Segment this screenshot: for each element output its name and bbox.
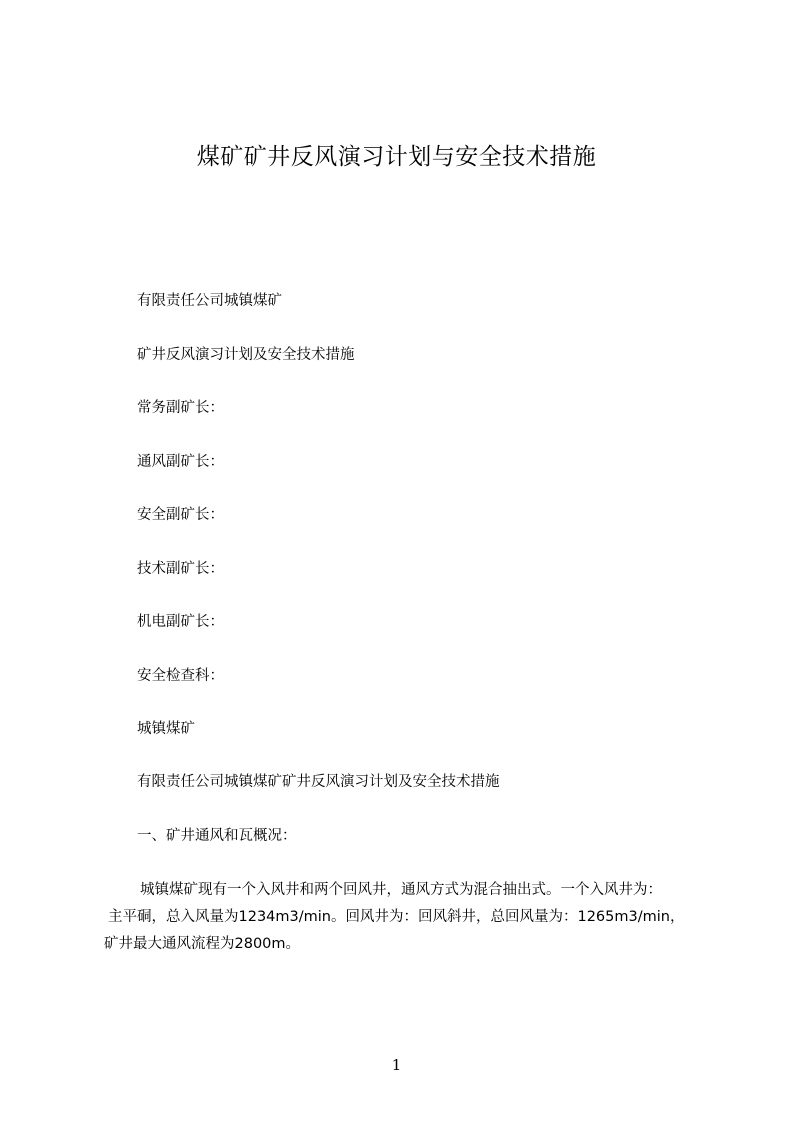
mine-name-line: 城镇煤矿 bbox=[137, 721, 195, 737]
company-name-line: 有限责任公司城镇煤矿 bbox=[137, 293, 282, 309]
document-title: 煤矿矿井反风演习计划与安全技术措施 bbox=[196, 144, 597, 170]
electromechanical-deputy-director-line: 机电副矿长： bbox=[137, 614, 224, 630]
full-plan-title-line: 有限责任公司城镇煤矿矿井反风演习计划及安全技术措施 bbox=[137, 774, 500, 790]
ventilation-deputy-director-line: 通风副矿长： bbox=[137, 454, 224, 470]
safety-deputy-director-line: 安全副矿长： bbox=[137, 507, 224, 523]
executive-deputy-director-line: 常务副矿长： bbox=[137, 400, 224, 416]
ventilation-overview-paragraph bbox=[104, 877, 724, 958]
safety-inspection-section-line: 安全检查科： bbox=[137, 668, 224, 684]
plan-title-line: 矿井反风演习计划及安全技术措施 bbox=[137, 347, 355, 363]
section-heading-ventilation: 一、矿井通风和瓦概况： bbox=[137, 828, 297, 844]
paragraph-line: 矿井最大通风流程为2800m。 bbox=[104, 936, 301, 952]
page-number: 1 bbox=[391, 1056, 402, 1074]
paragraph-line: 主平硐，总入风量为1234m3/min。回风井为：回风斜井，总回风量为：1265m3/min， bbox=[108, 909, 685, 925]
technical-deputy-director-line: 技术副矿长： bbox=[137, 561, 224, 577]
paragraph-line: 城镇煤矿现有一个入风井和两个回风井，通风方式为混合抽出式。一个入风井为： bbox=[140, 882, 662, 898]
